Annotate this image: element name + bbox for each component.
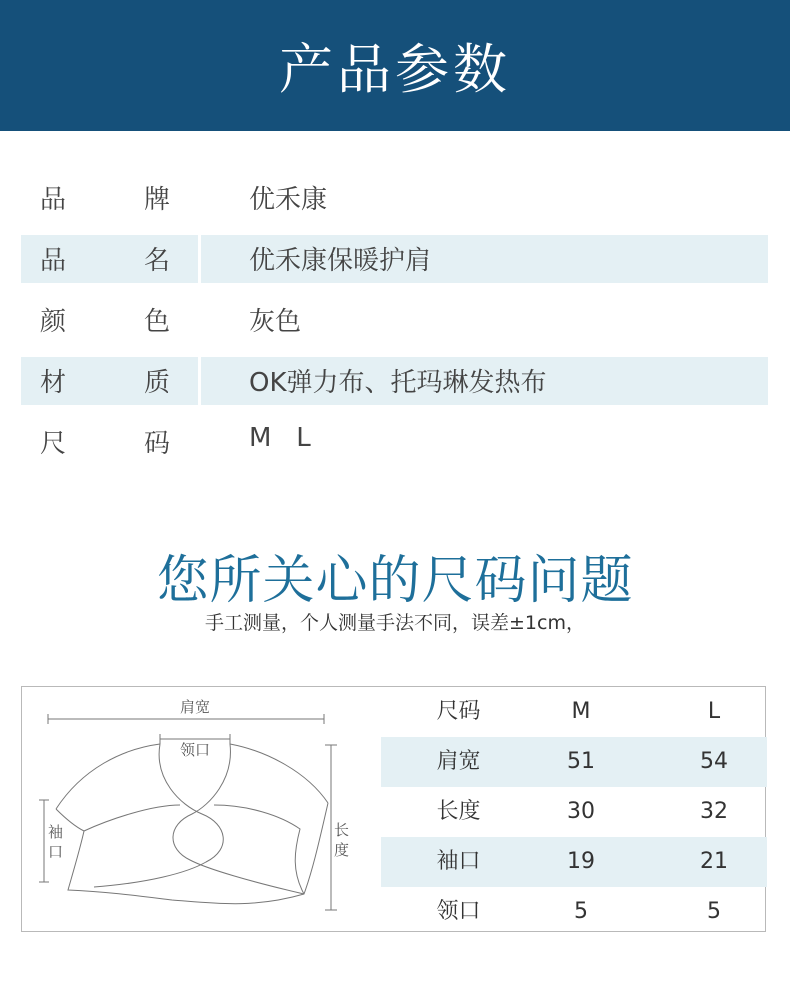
size-table-cell: 袖口 [436,849,481,874]
cuff-label-2: 口 [48,843,64,861]
shoulder-pad-diagram [22,687,380,933]
spec-key-char: 品 [40,246,67,276]
size-chart-box [21,686,766,932]
size-table-cell: 领口 [436,899,481,924]
spec-key [40,179,170,216]
size-table-cell: M [571,699,591,724]
neck-label: 领口 [179,741,211,759]
size-table-cell: 32 [700,799,728,824]
spec-key-char: 尺 [40,429,67,459]
size-table-cell: 19 [567,849,595,874]
spec-value: OK弹力布、托玛琳发热布 [249,368,547,398]
spec-value: 优禾康 [249,185,328,215]
spec-value: M L [249,423,311,453]
size-table-row [381,737,767,787]
product-spec-table [21,167,768,472]
size-table-row [381,837,767,887]
spec-key [40,240,170,277]
cuff-label-1: 袖 [48,823,64,841]
spec-key-char: 色 [143,307,170,337]
spec-key-char: 品 [40,185,67,215]
size-table-cell: 尺码 [436,699,481,724]
size-table-header [381,687,767,737]
size-table-row [381,887,767,937]
spec-key [40,423,170,460]
spec-key-char: 名 [143,246,170,276]
header-banner [0,0,790,131]
size-table-cell: 5 [574,899,588,924]
size-table-row [381,787,767,837]
page-title: 产品参数 [279,38,511,101]
spec-key [40,301,170,338]
spec-key [40,362,170,399]
size-table [381,687,767,937]
size-table-cell: 51 [567,749,595,774]
size-section-subtitle: 手工测量，个人测量手法不同，误差±1cm， [205,612,585,634]
size-table-cell: 30 [567,799,595,824]
size-table-cell: 21 [700,849,728,874]
spec-row-color [21,289,768,350]
spec-row-brand [21,167,768,228]
length-label-1: 长 [334,821,350,839]
length-label-2: 度 [334,841,350,859]
spec-key-char: 牌 [143,185,170,215]
spec-row-material [21,350,768,411]
spec-key-char: 码 [143,429,170,459]
spec-row-name [21,228,768,289]
size-table-cell: 肩宽 [436,749,481,774]
size-table-cell: 长度 [436,799,481,824]
spec-value: 优禾康保暖护肩 [249,246,432,276]
spec-key-char: 材 [40,368,67,398]
spec-row-size [21,411,768,472]
spec-key-char: 质 [143,368,170,398]
spec-key-char: 颜 [40,307,67,337]
size-table-cell: 5 [707,899,721,924]
size-section-title: 您所关心的尺码问题 [156,551,634,611]
size-table-cell: L [707,699,721,724]
shoulder-width-label: 肩宽 [179,698,211,716]
size-table-cell: 54 [700,749,728,774]
spec-value: 灰色 [249,307,302,337]
